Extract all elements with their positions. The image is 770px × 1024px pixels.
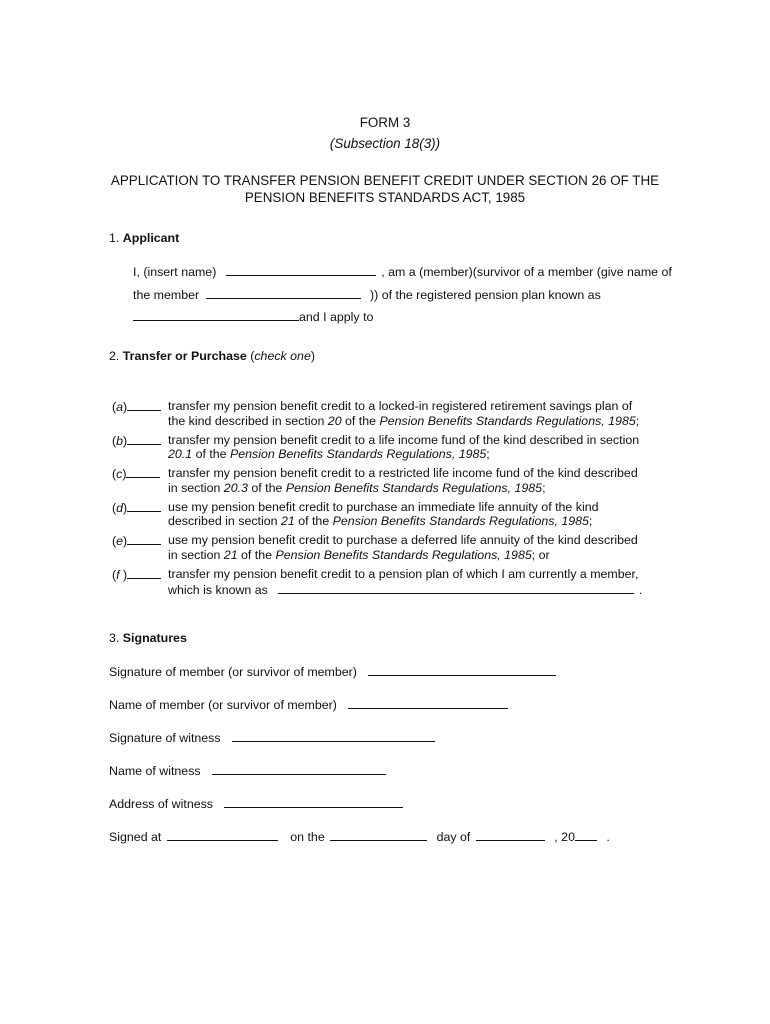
- option-e-line-1: use my pension benefit credit to purchase a deferred life annuity of the kind described: [168, 533, 638, 547]
- form-title-line-1: APPLICATION TO TRANSFER PENSION BENEFIT CREDIT UNDER SECTION 26 OF THE: [110, 173, 660, 188]
- name-of-member-field[interactable]: [348, 697, 508, 709]
- signature-of-member-field[interactable]: [368, 664, 556, 676]
- option-d-line-2: described in section 21 of the Pension Benefits Standards Regulations, 1985;: [168, 514, 593, 528]
- option-b-checkbox[interactable]: (b): [112, 433, 161, 448]
- option-e-line-2: in section 21 of the Pension Benefits Standards Regulations, 1985; or: [168, 548, 550, 562]
- name-of-member-row: Name of member (or survivor of member): [109, 697, 510, 712]
- name-of-witness-field[interactable]: [212, 763, 386, 775]
- option-e-checkbox[interactable]: (e): [112, 533, 161, 548]
- address-of-witness-field[interactable]: [224, 796, 403, 808]
- signature-of-member-row: Signature of member (or survivor of member): [109, 664, 558, 679]
- option-f-checkbox[interactable]: (f ): [112, 567, 161, 582]
- section-2-heading: 2. Transfer or Purchase (check one): [109, 349, 315, 363]
- signed-year-field[interactable]: [575, 829, 597, 841]
- option-f-line-1: transfer my pension benefit credit to a pension plan of which I am currently a member,: [168, 567, 639, 581]
- option-f-line-2: which is known as .: [168, 583, 643, 597]
- current-pension-plan-field[interactable]: [278, 582, 634, 594]
- signed-at-row: Signed at on the day of , 20 .: [109, 830, 610, 844]
- option-c-line-1: transfer my pension benefit credit to a restricted life income fund of the kind described: [168, 466, 638, 480]
- signed-at-place-field[interactable]: [167, 829, 278, 841]
- option-b-line-2: 20.1 of the Pension Benefits Standards Regulations, 1985;: [168, 447, 490, 461]
- signature-of-witness-field[interactable]: [232, 730, 435, 742]
- form-title-line-2: PENSION BENEFITS STANDARDS ACT, 1985: [244, 190, 526, 205]
- pension-plan-name-field[interactable]: [133, 309, 299, 321]
- section-1-heading: 1. Applicant: [109, 231, 180, 245]
- option-d-checkbox[interactable]: (d): [112, 500, 161, 515]
- option-a-line-1: transfer my pension benefit credit to a locked-in registered retirement savings plan of: [168, 399, 633, 413]
- member-name-field[interactable]: [206, 287, 361, 299]
- applicant-name-field[interactable]: [226, 264, 376, 276]
- option-a-checkbox[interactable]: (a): [112, 399, 161, 414]
- signature-of-witness-row: Signature of witness: [109, 730, 437, 745]
- option-d-line-1: use my pension benefit credit to purchase an immediate life annuity of the kind: [168, 500, 599, 514]
- form-number: FORM 3: [359, 115, 411, 130]
- option-c-line-2: in section 20.3 of the Pension Benefits Standards Regulations, 1985;: [168, 481, 546, 495]
- option-b-line-1: transfer my pension benefit credit to a life income fund of the kind described in section: [168, 433, 640, 447]
- signed-month-field[interactable]: [476, 829, 545, 841]
- applicant-line-3: and I apply to: [133, 309, 373, 324]
- address-of-witness-row: Address of witness: [109, 796, 405, 811]
- form-subsection: (Subsection 18(3)): [329, 136, 441, 151]
- option-a-line-2: the kind described in section 20 of the Pension Benefits Standards Regulations, 1985;: [168, 414, 640, 428]
- signed-day-field[interactable]: [330, 829, 427, 841]
- name-of-witness-row: Name of witness: [109, 763, 388, 778]
- applicant-line-2: the member )) of the registered pension plan known as: [133, 288, 601, 302]
- option-c-checkbox[interactable]: (c): [112, 466, 160, 481]
- section-3-heading: 3. Signatures: [109, 631, 187, 645]
- applicant-line-1: I, (insert name) , am a (member)(survivor of a member (give name of: [133, 265, 672, 279]
